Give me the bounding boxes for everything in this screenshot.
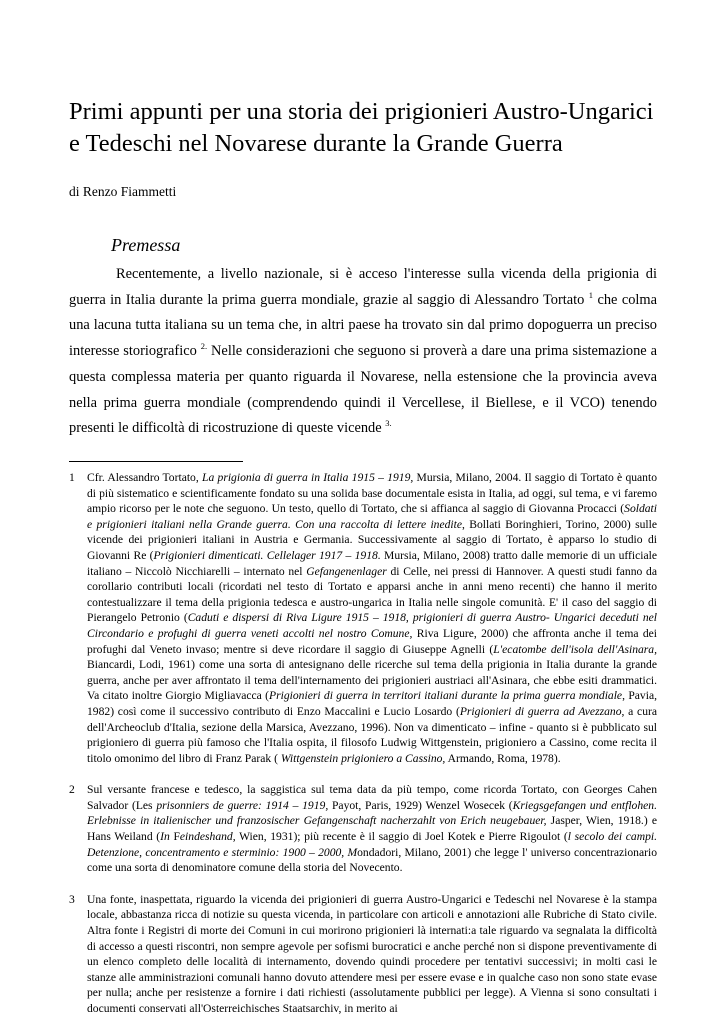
footnote-segment: Payot, Paris, 1929) Wenzel Wosecek ( [328,798,513,812]
footnote-segment: , Pavia, 1982) così come il successivo contributo di Enzo Maccalini e Lucio Losardo ( [87,689,657,718]
footnote-italic-segment: L'ecatombe dell'isola dell'Asinara, [493,642,657,656]
document-title [69,96,669,160]
author-byline: di Renzo Fiammetti [69,184,177,199]
footnote-segment: Mursia, Milano, 2008) tratto dalle memorie di un ufficiale italiano – Niccolò Nicchiarelli – internato nel [87,548,657,578]
footnote-ref-1[interactable]: 1 [588,289,594,300]
footnote-segment: Armando, Roma, 1978). [445,751,561,765]
footnote-italic-segment: Gefangenenlager [306,564,387,578]
footnote-1 [69,470,657,766]
footnote-segment: , Bollati Boringhieri, Torino, 2000) sulle vicende dei prigionieri italiani in Austria e Germania. Successivamente al saggio di Tortato, è apparso lo studio di Giovanni Re ( [87,517,657,562]
footnote-text [87,470,657,766]
footnote-ref-2[interactable]: 2. [200,341,208,352]
footnote-segment: Biancardi, Lodi, 1961) come una sorta di antesignano delle ricerche sul tema della prigionia in Italia durante la grande guerra, anche per aver affrontato il tema dell'internamento dei prigionieri austriaci all'Asinara, che ebbe esiti drammatici. Va citato inoltre Giorgio Migliavacca ( [87,658,657,703]
footnote-3 [69,892,657,1017]
footnote-segment: Una fonte, inaspettata, riguardo la vicenda dei prigionieri di guerra Austro-Ungarici e Tedeschi nel Novarese è la stampa locale, abbastanza ricca di notizie su questa vicenda, in particolare con articoli e annotazioni alle Rubriche di Stato civile. Altra fonte i Registri di morte dei Comuni in cui morirono prigionieri là internati:a tale riguardo va segnalata la difficoltà di accesso a questi riscontri, non sempre agevole per sofismi burocratici e anche perché non si dispone preventivamente di un elenco completo delle località di internamento, dovendo quindi procedere per tentativi successivi; in molti casi le stanze alle amministrazioni comunali hanno dovuto attendere mesi per essere evase e in qualche caso non sono state evase per nulla; anche per resistenze a fornire i dati richiesti (assolutamente pubblici per legge). A Vienna si sono consultati i documenti conservati all'Osterreichisches Staatsarchiv, in merito ai [87,892,657,1015]
footnote-text [87,892,657,1017]
footnote-separator [69,461,243,462]
footnote-segment: , a cura dell'Archeoclub d'Italia, sezione della Marsica, Avezzano, 1996). Non va dimenticato – infine - quanto si è pubblicato sul prigioniero di guerra più famoso che l'Italia ospita, il filosofo Ludwig Wittgenstein, prigioniero a Cassino, come recita il titolo omonimo del libro di Franz Parak ( [87,704,658,765]
footnote-italic-segment: Kriegsgefangen und entflohen. Erlebnisse in italienischer und franzosischer Gefangenschaft nacherzahlt von Erich neugebauer, [87,798,657,828]
section-heading: Premessa [111,235,181,255]
footnote-italic-segment: Prigionieri di guerra ad Avezzano [459,704,622,718]
footnote-italic-segment: Caduti e dispersi di Riva Ligure 1915 – 1918, prigionieri di guerra Austro- Ungarici deceduti nel Circondario e profughi di guerra veneti accolti nel nostro Comune, [87,611,657,640]
footnote-text [87,782,657,876]
footnote-italic-segment: prisonniers de guerre: 1914 – 1919, [156,798,329,812]
footnote-italic-segment: La prigionia di guerra in Italia 1915 – 1919, [202,471,414,484]
footnote-italic-segment: Soldati e prigionieri italiani nella Grande guerra. Con una raccolta di lettere inedite [87,502,657,531]
footnote-italic-segment: Prigionieri di guerra in territori italiani durante la prima guerra mondiale [269,689,623,703]
footnote-segment: Jasper, Wien, 1918.) e Hans Weiland ( [87,814,657,844]
footnote-italic-segment: Wittgenstein prigioniero a Cassino, [280,751,446,765]
paragraph-text-3: Nelle considerazioni che seguono si proverà a dare una prima sistemazione a questa complessa materia per quanto riguarda il Novarese, nella estensione che la provincia aveva nella prima guerra mondiale (comprendendo quindi il Vercellese, il Biellese, e il VCO) tenendo presenti le difficoltà di ricostruzione di queste vicende [69,343,657,437]
footnote-italic-segment: In [160,830,170,844]
paragraph-text-1: Recentemente, a livello nazionale, si è acceso l'interesse sulla vicenda della prigionia di guerra in Italia durante la prima guerra mondiale, grazie al saggio di Alessandro Tortato [69,266,657,308]
footnote-2 [69,782,657,876]
footnote-segment: F [169,830,180,844]
footnote-italic-segment: l secolo dei campi. Detenzione, concentramento e sterminio: 1900 – 2000, M [87,830,657,859]
footnote-segment: ondadori, Milano, 2001) che legge l' universo concentrazionario come una sorta di denominatore comune della storia del Novecento. [87,845,657,875]
title-line-2: e Tedeschi nel Novarese durante la Grande Guerra [69,130,563,157]
footnote-segment: di Celle, nei pressi di Hannover. A questi studi fanno da corollario contributi locali (ricordati nel testo di Tortato e apparsi anche in anni meno recenti) che hanno il merito contestualizzare il tema della prigionia tedesca e austro-ungarica in Italia nelle singole comunità. E' il caso del saggio di Pierangelo Petronio ( [87,564,657,625]
footnote-number: 1 [69,471,75,484]
footnote-ref-3[interactable]: 3. [385,418,392,429]
footnote-number: 3 [69,892,75,906]
footnote-segment: Riva Ligure, 2000) che affronta anche il tema dei profughi dal Veneto invaso; mentre si deve ricordare il saggio di Giuseppe Agnelli ( [87,626,657,656]
paragraph-text-2: che colma una lacuna tutta italiana su un tema che, in altri paese ha trovato sin dal primo dopoguerra un preciso interesse storiografico [69,291,657,360]
footnote-italic-segment: Prigionieri dimenticati. Cellelager 1917 – 1918. [153,548,381,562]
body-paragraph [69,262,657,442]
footnotes-section [69,470,657,1033]
footnote-segment: Sul versante francese e tedesco, la saggistica sul tema data da più tempo, come ricorda Tortato, con Georges Cahen Salvador (Les [87,783,657,812]
footnote-segment: Wien, 1931); più recente è il saggio di Joel Kotek e Pierre Rigoulot ( [235,830,568,844]
footnote-number: 2 [69,783,75,797]
footnote-italic-segment: eindeshand, [179,830,236,844]
title-line-1: Primi appunti per una storia dei prigionieri Austro-Ungarici [69,98,654,125]
footnote-segment: Mursia, Milano, 2004. Il saggio di Tortato è quanto di più sistematico e scientificamente fondato su una solida base documentale esista in Italia, ad oggi, sul tema, e vi faremo ampio ricorso per le note che seguono. Un testo, quello di Tortato, che si affianca al saggio di Giovanna Procacci ( [87,471,657,516]
footnote-segment: Cfr. Alessandro Tortato, [87,471,203,484]
